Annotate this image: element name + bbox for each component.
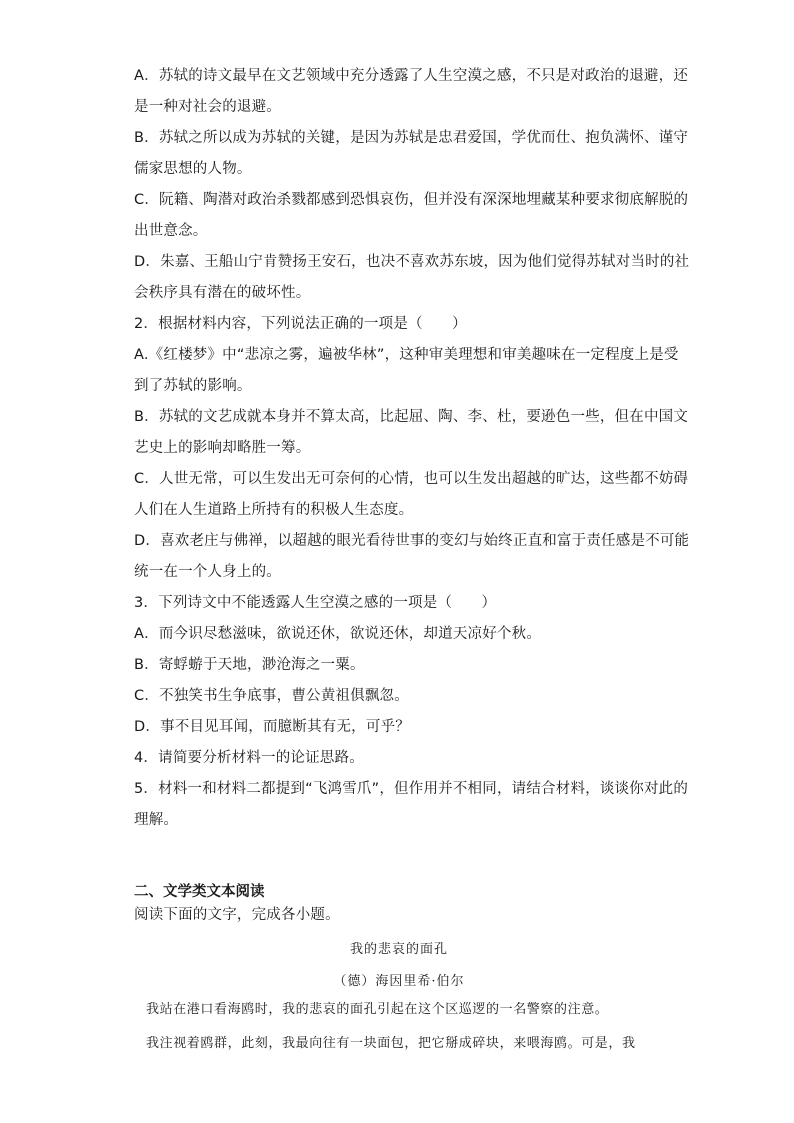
- question-line: 3．下列诗文中不能透露人生空漠之感的一项是（ ）: [134, 595, 497, 611]
- story-title: 我的悲哀的面孔: [349, 942, 448, 957]
- section-heading: 二、文学类文本阅读: [134, 884, 265, 900]
- option-line: 是一种对社会的退避。: [134, 99, 281, 115]
- option-line: 艺史上的影响却略胜一筹。: [134, 440, 311, 456]
- option-line: C．人世无常，可以生发出无可奈何的心情，也可以生发出超越的旷达，这些都不妨碍: [134, 471, 689, 487]
- option-line: 儒家思想的人物。: [134, 161, 252, 177]
- option-line: A．苏轼的诗文最早在文艺领域中充分透露了人生空漠之感，不只是对政治的退避，还: [134, 68, 689, 84]
- option-line: A.《红楼梦》中“悲凉之雾，遍被华林”，这种审美理想和审美趣味在一定程度上是受: [134, 347, 679, 363]
- section-instruction: 阅读下面的文字，完成各小题。: [134, 907, 340, 923]
- question-line: 5．材料一和材料二都提到“飞鸿雪爪”，但作用并不相同，请结合材料，谈谈你对此的: [134, 781, 689, 797]
- option-line: 统一在一个人身上的。: [134, 564, 281, 580]
- question-line: 4．请简要分析材料一的论证思路。: [134, 750, 364, 766]
- story-author: （德）海因里希·伯尔: [333, 974, 465, 989]
- option-line: B．苏轼之所以成为苏轼的关键，是因为苏轼是忠君爱国，学优而仕、抱负满怀、谨守: [134, 130, 689, 146]
- question-line: 理解。: [134, 812, 179, 828]
- option-line: D．事不目见耳闻，而臆断其有无，可乎？: [134, 719, 410, 735]
- option-line: 人们在人生道路上所持有的积极人生态度。: [134, 502, 414, 518]
- option-line: 到了苏轼的影响。: [134, 378, 252, 394]
- option-line: C．不独笑书生争底事，曹公黄祖俱飘忽。: [134, 688, 409, 704]
- option-line: B．苏轼的文艺成就本身并不算太高，比起屈、陶、李、杜，要逊色一些，但在中国文: [134, 409, 689, 425]
- story-paragraph: 我注视着鸥群，此刻，我最向往有一块面包，把它掰成碎块，来喂海鸥。可是，我: [146, 1036, 636, 1051]
- option-line: C．阮籍、陶潜对政治杀戮都感到恐惧哀伤，但并没有深深地埋藏某种要求彻底解脱的: [134, 192, 689, 208]
- option-line: D．朱嘉、王船山宁肯赞扬王安石，也决不喜欢苏东坡，因为他们觉得苏轼对当时的社: [134, 254, 690, 270]
- option-line: A．而今识尽愁滋味，欲说还休，欲说还休，却道天凉好个秋。: [134, 626, 542, 642]
- story-paragraph: 我站在港口看海鸥时，我的悲哀的面孔引起在这个区巡逻的一名警察的注意。: [146, 1002, 609, 1017]
- option-line: D．喜欢老庄与佛禅，以超越的眼光看待世事的变幻与始终正直和富于责任感是不可能: [134, 533, 690, 549]
- option-line: 出世意念。: [134, 223, 208, 239]
- option-line: 会秩序具有潜在的破坏性。: [134, 285, 311, 301]
- option-line: B．寄蜉蝣于天地，渺沧海之一粟。: [134, 657, 365, 673]
- question-line: 2．根据材料内容，下列说法正确的一项是（ ）: [134, 316, 467, 332]
